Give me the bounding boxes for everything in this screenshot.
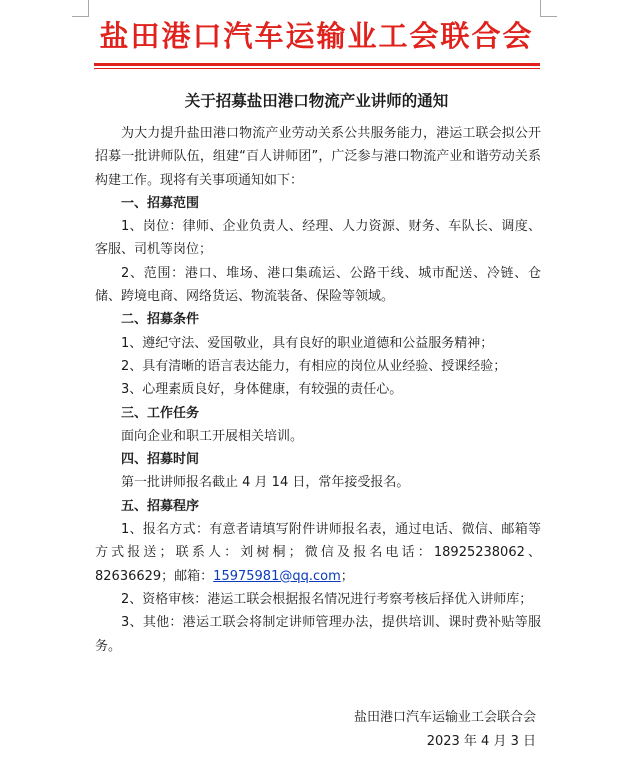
section-heading-conditions: 二、招募条件 (121, 312, 200, 328)
scope-item-range: 2、范围：港口、堆场、港口集疏运、公路干线、城市配送、冷链、仓储、跨境电商、网络货运、物流装备、保险等领域。 (95, 265, 541, 305)
task-item: 面向企业和职工开展相关培训。 (121, 428, 304, 444)
document-body (95, 122, 541, 658)
intro-paragraph: 为大力提升盐田港口物流产业劳动关系公共服务能力，港运工联会拟公开招募一批讲师队伍，组建“百人讲师团”，广泛参与港口物流产业和谐劳动关系构建工作。现将有关事项通知如下： (95, 126, 541, 188)
procedure-item-1-end: ； (340, 568, 354, 584)
condition-item-3: 3、心理素质良好，身体健康，有较强的责任心。 (121, 382, 403, 398)
section-heading-tasks: 三、工作任务 (121, 405, 200, 421)
condition-item-1: 1、遵纪守法、爱国敬业，具有良好的职业道德和公益服务精神； (121, 335, 494, 351)
contact-email-link[interactable]: 15975981@qq.com (213, 568, 341, 584)
crop-mark-top-right (540, 0, 557, 17)
document-title: 关于招募盐田港口物流产业讲师的通知 (184, 92, 449, 110)
section-heading-scope: 一、招募范围 (121, 195, 200, 211)
signature-org: 盐田港口汽车运输业工会联合会 (353, 710, 536, 725)
header-rule-thin (94, 68, 540, 69)
crop-mark-top-left (72, 0, 89, 17)
procedure-item-1 (95, 518, 541, 588)
org-header-title: 盐田港口汽车运输业工会联合会 (99, 19, 534, 53)
section-heading-procedure: 五、招募程序 (121, 498, 200, 514)
signature-date: 2023 年 4 月 3 日 (426, 734, 536, 749)
condition-item-2: 2、具有清晰的语言表达能力，有相应的岗位从业经验、授课经验； (121, 358, 507, 374)
procedure-item-1-text: 1、报名方式：有意者请填写附件讲师报名表，通过电话、微信、邮箱等方式报送；联系人：刘树桐；微信及报名电话：18925238062、82636629；邮箱： (95, 522, 541, 584)
procedure-item-2: 2、资格审核：港运工联会根据报名情况进行考察考核后择优入讲师库； (121, 591, 533, 607)
scope-item-positions: 1、岗位：律师、企业负责人、经理、人力资源、财务、车队长、调度、客服、司机等岗位； (95, 219, 541, 258)
procedure-item-3: 3、其他：港运工联会将制定讲师管理办法，提供培训、课时费补贴等服务。 (95, 615, 541, 654)
signature-block (354, 706, 536, 754)
section-heading-time: 四、招募时间 (121, 452, 200, 468)
time-item: 第一批讲师报名截止 4 月 14 日，常年接受报名。 (121, 475, 410, 491)
header-rule-thick (94, 63, 540, 66)
